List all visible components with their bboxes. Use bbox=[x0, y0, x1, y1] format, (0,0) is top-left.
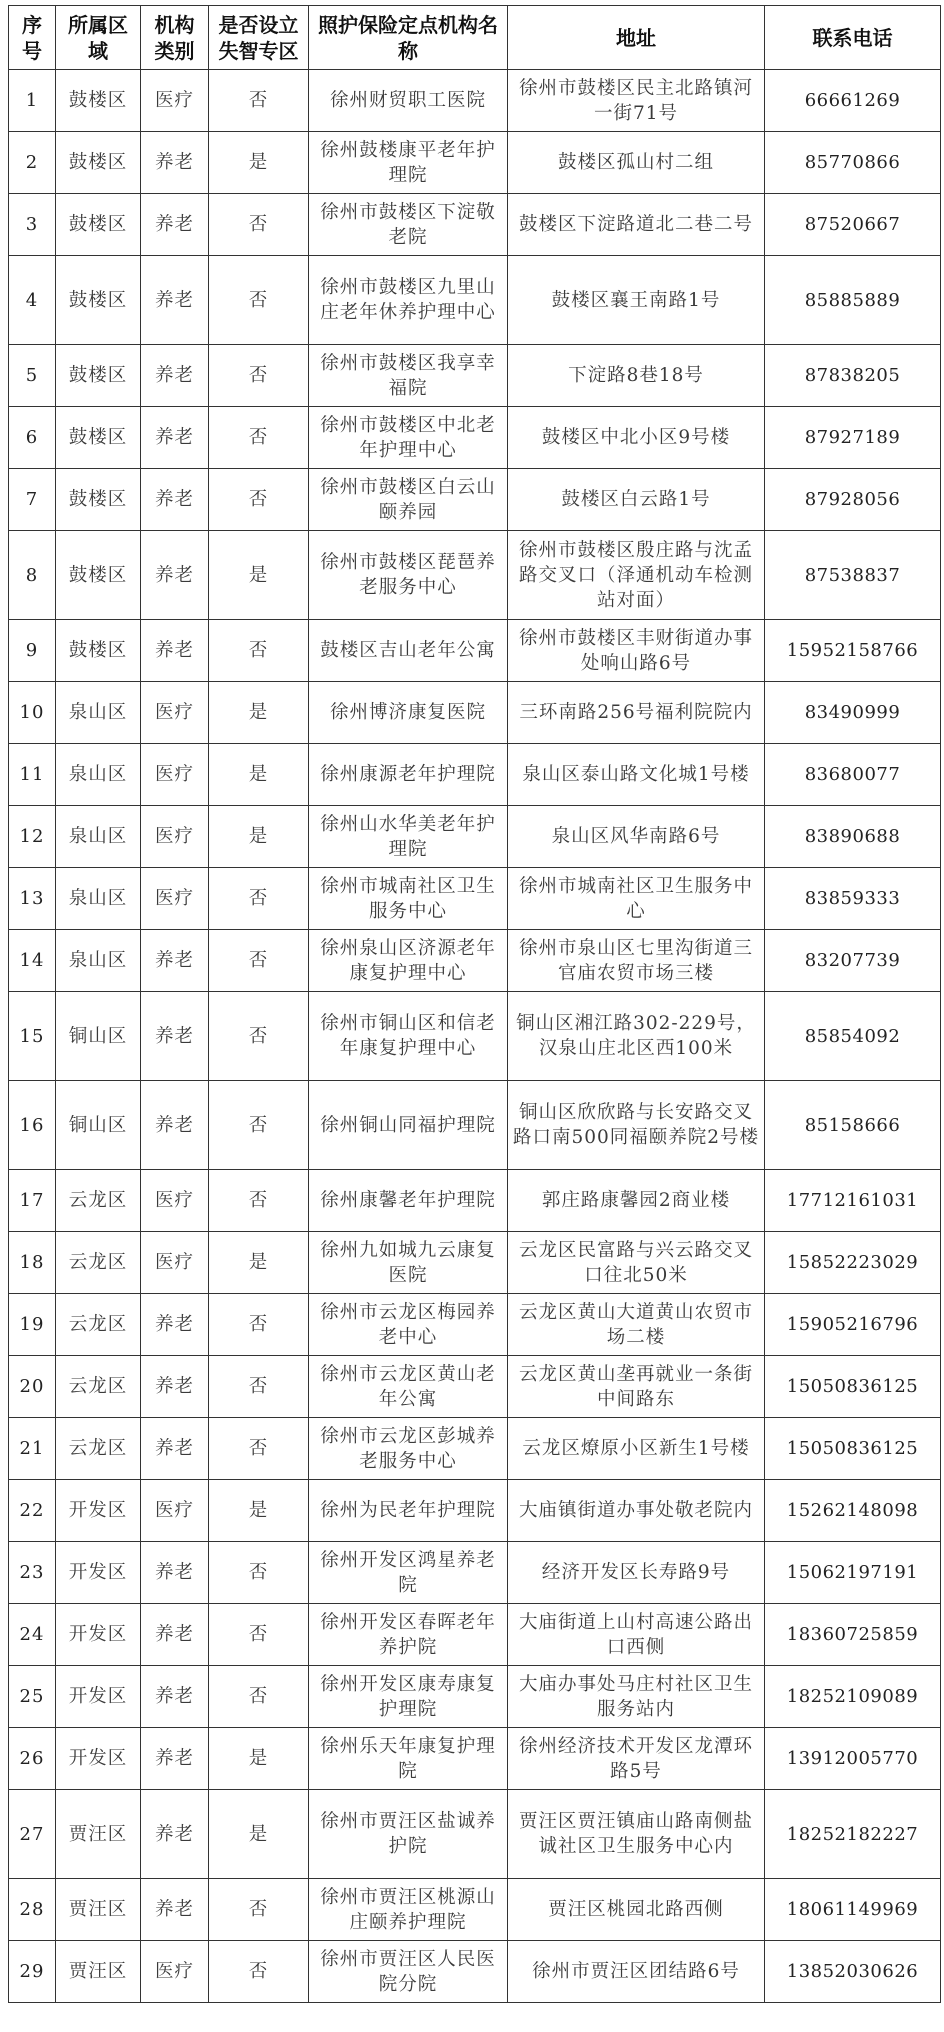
cell-district: 开发区 bbox=[56, 1604, 141, 1666]
table-row bbox=[9, 531, 941, 620]
cell-district: 泉山区 bbox=[56, 682, 141, 744]
cell-district: 开发区 bbox=[56, 1480, 141, 1542]
cell-dementia: 否 bbox=[209, 1294, 309, 1356]
cell-no: 2 bbox=[9, 132, 56, 194]
cell-category: 养老 bbox=[141, 992, 209, 1081]
cell-address: 徐州市鼓楼区殷庄路与沈孟路交叉口（泽通机动车检测站对面） bbox=[508, 531, 765, 620]
cell-category: 养老 bbox=[141, 1356, 209, 1418]
cell-category: 养老 bbox=[141, 1542, 209, 1604]
cell-category: 养老 bbox=[141, 194, 209, 256]
cell-name: 鼓楼区吉山老年公寓 bbox=[309, 620, 508, 682]
cell-district: 云龙区 bbox=[56, 1294, 141, 1356]
cell-category: 养老 bbox=[141, 1604, 209, 1666]
cell-address: 鼓楼区襄王南路1号 bbox=[508, 256, 765, 345]
cell-no: 12 bbox=[9, 806, 56, 868]
cell-no: 8 bbox=[9, 531, 56, 620]
cell-dementia: 否 bbox=[209, 1356, 309, 1418]
table-row bbox=[9, 70, 941, 132]
cell-district: 开发区 bbox=[56, 1666, 141, 1728]
cell-name: 徐州铜山同福护理院 bbox=[309, 1081, 508, 1170]
cell-dementia: 否 bbox=[209, 1081, 309, 1170]
cell-dementia: 是 bbox=[209, 531, 309, 620]
cell-address: 徐州市鼓楼区民主北路镇河一街71号 bbox=[508, 70, 765, 132]
cell-address: 徐州市贾汪区团结路6号 bbox=[508, 1941, 765, 2003]
cell-address: 鼓楼区中北小区9号楼 bbox=[508, 407, 765, 469]
cell-no: 28 bbox=[9, 1879, 56, 1941]
cell-dementia: 否 bbox=[209, 992, 309, 1081]
cell-category: 养老 bbox=[141, 930, 209, 992]
cell-address: 徐州市泉山区七里沟街道三官庙农贸市场三楼 bbox=[508, 930, 765, 992]
cell-name: 徐州市鼓楼区下淀敬老院 bbox=[309, 194, 508, 256]
cell-dementia: 是 bbox=[209, 1728, 309, 1790]
cell-district: 鼓楼区 bbox=[56, 70, 141, 132]
cell-category: 养老 bbox=[141, 531, 209, 620]
cell-address: 下淀路8巷18号 bbox=[508, 345, 765, 407]
cell-category: 养老 bbox=[141, 407, 209, 469]
cell-phone: 18360725859 bbox=[765, 1604, 941, 1666]
cell-address: 三环南路256号福利院院内 bbox=[508, 682, 765, 744]
header-name: 照护保险定点机构名称 bbox=[309, 6, 508, 70]
cell-no: 9 bbox=[9, 620, 56, 682]
cell-district: 云龙区 bbox=[56, 1418, 141, 1480]
cell-no: 20 bbox=[9, 1356, 56, 1418]
cell-no: 10 bbox=[9, 682, 56, 744]
cell-name: 徐州市云龙区彭城养老服务中心 bbox=[309, 1418, 508, 1480]
cell-phone: 18252109089 bbox=[765, 1666, 941, 1728]
cell-category: 养老 bbox=[141, 620, 209, 682]
cell-phone: 87520667 bbox=[765, 194, 941, 256]
table-row bbox=[9, 806, 941, 868]
table-row bbox=[9, 256, 941, 345]
cell-no: 18 bbox=[9, 1232, 56, 1294]
cell-district: 泉山区 bbox=[56, 930, 141, 992]
cell-name: 徐州市贾汪区桃源山庄颐养护理院 bbox=[309, 1879, 508, 1941]
cell-category: 医疗 bbox=[141, 868, 209, 930]
cell-district: 云龙区 bbox=[56, 1232, 141, 1294]
cell-address: 云龙区黄山垄再就业一条街中间路东 bbox=[508, 1356, 765, 1418]
cell-address: 徐州经济技术开发区龙潭环路5号 bbox=[508, 1728, 765, 1790]
table-row bbox=[9, 1728, 941, 1790]
table-row bbox=[9, 620, 941, 682]
cell-dementia: 否 bbox=[209, 70, 309, 132]
cell-phone: 18252182227 bbox=[765, 1790, 941, 1879]
cell-phone: 18061149969 bbox=[765, 1879, 941, 1941]
cell-address: 大庙街道上山村高速公路出口西侧 bbox=[508, 1604, 765, 1666]
cell-district: 鼓楼区 bbox=[56, 194, 141, 256]
cell-address: 郭庄路康馨园2商业楼 bbox=[508, 1170, 765, 1232]
cell-address: 鼓楼区白云路1号 bbox=[508, 469, 765, 531]
cell-no: 17 bbox=[9, 1170, 56, 1232]
cell-address: 贾汪区桃园北路西侧 bbox=[508, 1879, 765, 1941]
table-row bbox=[9, 1879, 941, 1941]
cell-district: 泉山区 bbox=[56, 744, 141, 806]
table-row bbox=[9, 407, 941, 469]
table-row bbox=[9, 1170, 941, 1232]
cell-district: 贾汪区 bbox=[56, 1790, 141, 1879]
cell-no: 6 bbox=[9, 407, 56, 469]
header-dementia: 是否设立失智专区 bbox=[209, 6, 309, 70]
table-row bbox=[9, 930, 941, 992]
cell-no: 16 bbox=[9, 1081, 56, 1170]
cell-category: 养老 bbox=[141, 345, 209, 407]
cell-name: 徐州开发区鸿星养老院 bbox=[309, 1542, 508, 1604]
cell-no: 4 bbox=[9, 256, 56, 345]
cell-category: 养老 bbox=[141, 1418, 209, 1480]
cell-dementia: 否 bbox=[209, 1604, 309, 1666]
cell-district: 贾汪区 bbox=[56, 1941, 141, 2003]
cell-phone: 13912005770 bbox=[765, 1728, 941, 1790]
cell-name: 徐州开发区春晖老年养护院 bbox=[309, 1604, 508, 1666]
table-row bbox=[9, 194, 941, 256]
cell-address: 泉山区风华南路6号 bbox=[508, 806, 765, 868]
cell-district: 开发区 bbox=[56, 1728, 141, 1790]
cell-dementia: 否 bbox=[209, 1542, 309, 1604]
cell-district: 鼓楼区 bbox=[56, 256, 141, 345]
cell-dementia: 是 bbox=[209, 1790, 309, 1879]
table-row bbox=[9, 1604, 941, 1666]
cell-name: 徐州泉山区济源老年康复护理中心 bbox=[309, 930, 508, 992]
cell-category: 养老 bbox=[141, 1081, 209, 1170]
cell-district: 鼓楼区 bbox=[56, 469, 141, 531]
cell-district: 鼓楼区 bbox=[56, 531, 141, 620]
cell-dementia: 否 bbox=[209, 194, 309, 256]
cell-district: 鼓楼区 bbox=[56, 132, 141, 194]
cell-district: 贾汪区 bbox=[56, 1879, 141, 1941]
table-row bbox=[9, 132, 941, 194]
cell-phone: 83890688 bbox=[765, 806, 941, 868]
table-row bbox=[9, 1081, 941, 1170]
cell-district: 云龙区 bbox=[56, 1356, 141, 1418]
table-row bbox=[9, 992, 941, 1081]
header-category: 机构类别 bbox=[141, 6, 209, 70]
cell-dementia: 否 bbox=[209, 930, 309, 992]
cell-phone: 15952158766 bbox=[765, 620, 941, 682]
table-row bbox=[9, 1294, 941, 1356]
cell-phone: 15050836125 bbox=[765, 1356, 941, 1418]
cell-phone: 15905216796 bbox=[765, 1294, 941, 1356]
cell-dementia: 否 bbox=[209, 469, 309, 531]
cell-phone: 87538837 bbox=[765, 531, 941, 620]
cell-phone: 87927189 bbox=[765, 407, 941, 469]
cell-dementia: 否 bbox=[209, 345, 309, 407]
cell-category: 养老 bbox=[141, 1728, 209, 1790]
care-institutions-table bbox=[8, 5, 941, 2003]
cell-name: 徐州山水华美老年护理院 bbox=[309, 806, 508, 868]
cell-name: 徐州市铜山区和信老年康复护理中心 bbox=[309, 992, 508, 1081]
cell-no: 27 bbox=[9, 1790, 56, 1879]
cell-phone: 87928056 bbox=[765, 469, 941, 531]
cell-address: 云龙区燎原小区新生1号楼 bbox=[508, 1418, 765, 1480]
cell-dementia: 是 bbox=[209, 1232, 309, 1294]
cell-phone: 85885889 bbox=[765, 256, 941, 345]
cell-address: 云龙区黄山大道黄山农贸市场二楼 bbox=[508, 1294, 765, 1356]
cell-no: 24 bbox=[9, 1604, 56, 1666]
cell-dementia: 否 bbox=[209, 620, 309, 682]
cell-address: 徐州市鼓楼区丰财街道办事处响山路6号 bbox=[508, 620, 765, 682]
cell-no: 19 bbox=[9, 1294, 56, 1356]
cell-address: 鼓楼区孤山村二组 bbox=[508, 132, 765, 194]
header-no: 序号 bbox=[9, 6, 56, 70]
cell-district: 鼓楼区 bbox=[56, 407, 141, 469]
cell-name: 徐州康馨老年护理院 bbox=[309, 1170, 508, 1232]
cell-address: 铜山区湘江路302-229号，汉泉山庄北区西100米 bbox=[508, 992, 765, 1081]
table-row bbox=[9, 744, 941, 806]
cell-phone: 15852223029 bbox=[765, 1232, 941, 1294]
cell-address: 鼓楼区下淀路道北二巷二号 bbox=[508, 194, 765, 256]
cell-address: 经济开发区长寿路9号 bbox=[508, 1542, 765, 1604]
cell-name: 徐州财贸职工医院 bbox=[309, 70, 508, 132]
cell-name: 徐州鼓楼康平老年护理院 bbox=[309, 132, 508, 194]
cell-dementia: 否 bbox=[209, 1941, 309, 2003]
header-address: 地址 bbox=[508, 6, 765, 70]
cell-no: 1 bbox=[9, 70, 56, 132]
cell-phone: 83680077 bbox=[765, 744, 941, 806]
cell-address: 徐州市城南社区卫生服务中心 bbox=[508, 868, 765, 930]
table-header-row bbox=[9, 6, 941, 70]
cell-category: 医疗 bbox=[141, 1941, 209, 2003]
cell-dementia: 否 bbox=[209, 407, 309, 469]
cell-phone: 13852030626 bbox=[765, 1941, 941, 2003]
cell-no: 23 bbox=[9, 1542, 56, 1604]
cell-dementia: 否 bbox=[209, 1666, 309, 1728]
cell-name: 徐州市城南社区卫生服务中心 bbox=[309, 868, 508, 930]
cell-address: 云龙区民富路与兴云路交叉口往北50米 bbox=[508, 1232, 765, 1294]
cell-no: 15 bbox=[9, 992, 56, 1081]
cell-name: 徐州博济康复医院 bbox=[309, 682, 508, 744]
cell-dementia: 是 bbox=[209, 1480, 309, 1542]
table-row bbox=[9, 469, 941, 531]
cell-no: 3 bbox=[9, 194, 56, 256]
table-row bbox=[9, 1542, 941, 1604]
cell-category: 养老 bbox=[141, 132, 209, 194]
cell-dementia: 是 bbox=[209, 682, 309, 744]
cell-phone: 83490999 bbox=[765, 682, 941, 744]
cell-category: 医疗 bbox=[141, 1232, 209, 1294]
cell-name: 徐州市云龙区黄山老年公寓 bbox=[309, 1356, 508, 1418]
table-row bbox=[9, 345, 941, 407]
cell-name: 徐州乐天年康复护理院 bbox=[309, 1728, 508, 1790]
table-row bbox=[9, 1418, 941, 1480]
cell-dementia: 是 bbox=[209, 806, 309, 868]
cell-phone: 15262148098 bbox=[765, 1480, 941, 1542]
cell-name: 徐州市鼓楼区我享幸福院 bbox=[309, 345, 508, 407]
cell-category: 医疗 bbox=[141, 806, 209, 868]
cell-address: 贾汪区贾汪镇庙山路南侧盐诚社区卫生服务中心内 bbox=[508, 1790, 765, 1879]
cell-dementia: 否 bbox=[209, 1170, 309, 1232]
cell-phone: 83859333 bbox=[765, 868, 941, 930]
cell-address: 泉山区泰山路文化城1号楼 bbox=[508, 744, 765, 806]
cell-no: 5 bbox=[9, 345, 56, 407]
cell-phone: 66661269 bbox=[765, 70, 941, 132]
cell-name: 徐州开发区康寿康复护理院 bbox=[309, 1666, 508, 1728]
cell-district: 开发区 bbox=[56, 1542, 141, 1604]
cell-category: 养老 bbox=[141, 256, 209, 345]
table-row bbox=[9, 868, 941, 930]
cell-category: 养老 bbox=[141, 1294, 209, 1356]
cell-category: 医疗 bbox=[141, 1480, 209, 1542]
cell-phone: 17712161031 bbox=[765, 1170, 941, 1232]
cell-no: 11 bbox=[9, 744, 56, 806]
cell-dementia: 否 bbox=[209, 868, 309, 930]
cell-name: 徐州市贾汪区盐诚养护院 bbox=[309, 1790, 508, 1879]
cell-dementia: 否 bbox=[209, 1418, 309, 1480]
header-district: 所属区域 bbox=[56, 6, 141, 70]
cell-district: 铜山区 bbox=[56, 992, 141, 1081]
cell-category: 医疗 bbox=[141, 744, 209, 806]
cell-phone: 85158666 bbox=[765, 1081, 941, 1170]
cell-name: 徐州九如城九云康复医院 bbox=[309, 1232, 508, 1294]
table-row bbox=[9, 1666, 941, 1728]
cell-name: 徐州市鼓楼区琵琶养老服务中心 bbox=[309, 531, 508, 620]
cell-dementia: 是 bbox=[209, 132, 309, 194]
cell-no: 21 bbox=[9, 1418, 56, 1480]
cell-category: 养老 bbox=[141, 469, 209, 531]
cell-category: 医疗 bbox=[141, 1170, 209, 1232]
cell-name: 徐州市云龙区梅园养老中心 bbox=[309, 1294, 508, 1356]
cell-district: 泉山区 bbox=[56, 868, 141, 930]
cell-name: 徐州康源老年护理院 bbox=[309, 744, 508, 806]
cell-name: 徐州市鼓楼区白云山颐养园 bbox=[309, 469, 508, 531]
cell-district: 泉山区 bbox=[56, 806, 141, 868]
table-row bbox=[9, 1790, 941, 1879]
cell-address: 铜山区欣欣路与长安路交叉路口南500同福颐养院2号楼 bbox=[508, 1081, 765, 1170]
cell-district: 铜山区 bbox=[56, 1081, 141, 1170]
cell-no: 26 bbox=[9, 1728, 56, 1790]
cell-phone: 15050836125 bbox=[765, 1418, 941, 1480]
table-row bbox=[9, 1941, 941, 2003]
cell-name: 徐州市鼓楼区中北老年护理中心 bbox=[309, 407, 508, 469]
cell-no: 14 bbox=[9, 930, 56, 992]
cell-dementia: 是 bbox=[209, 744, 309, 806]
cell-district: 云龙区 bbox=[56, 1170, 141, 1232]
cell-address: 大庙办事处马庄村社区卫生服务站内 bbox=[508, 1666, 765, 1728]
cell-category: 医疗 bbox=[141, 70, 209, 132]
cell-no: 22 bbox=[9, 1480, 56, 1542]
cell-category: 养老 bbox=[141, 1790, 209, 1879]
cell-no: 13 bbox=[9, 868, 56, 930]
cell-no: 25 bbox=[9, 1666, 56, 1728]
table-row bbox=[9, 1480, 941, 1542]
cell-phone: 85770866 bbox=[765, 132, 941, 194]
cell-name: 徐州市贾汪区人民医院分院 bbox=[309, 1941, 508, 2003]
cell-category: 养老 bbox=[141, 1666, 209, 1728]
table-row bbox=[9, 1232, 941, 1294]
cell-phone: 85854092 bbox=[765, 992, 941, 1081]
cell-district: 鼓楼区 bbox=[56, 345, 141, 407]
cell-no: 29 bbox=[9, 1941, 56, 2003]
cell-category: 医疗 bbox=[141, 682, 209, 744]
cell-phone: 15062197191 bbox=[765, 1542, 941, 1604]
cell-phone: 83207739 bbox=[765, 930, 941, 992]
cell-no: 7 bbox=[9, 469, 56, 531]
cell-district: 鼓楼区 bbox=[56, 620, 141, 682]
cell-phone: 87838205 bbox=[765, 345, 941, 407]
cell-category: 养老 bbox=[141, 1879, 209, 1941]
cell-name: 徐州为民老年护理院 bbox=[309, 1480, 508, 1542]
cell-address: 大庙镇街道办事处敬老院内 bbox=[508, 1480, 765, 1542]
table-row bbox=[9, 1356, 941, 1418]
cell-name: 徐州市鼓楼区九里山庄老年休养护理中心 bbox=[309, 256, 508, 345]
header-phone: 联系电话 bbox=[765, 6, 941, 70]
table-row bbox=[9, 682, 941, 744]
cell-dementia: 否 bbox=[209, 1879, 309, 1941]
cell-dementia: 否 bbox=[209, 256, 309, 345]
